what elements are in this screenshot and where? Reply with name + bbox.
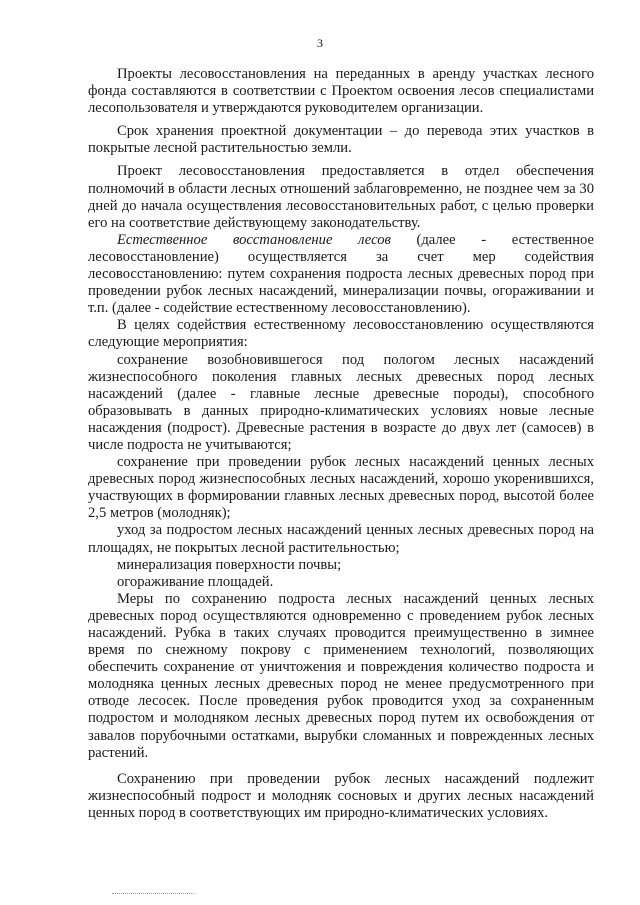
scan-footer-mark <box>112 893 194 895</box>
paragraph-project-submission: Проект лесовосстановления предоставляется в отдел обеспечения полномочий в области лесных отношений заблаговременно, не позднее чем за 30 дней до начала осуществления лесовосстановительных работ, с целью проверки его на соответствие действующему законодательству. <box>88 163 594 231</box>
paragraph-measures-intro: В целях содействия естественному лесовосстановлению осуществляются следующие мероприятия: <box>88 317 594 351</box>
document-body <box>88 66 594 822</box>
italic-term: Естественное восстановление лесов <box>117 231 391 248</box>
paragraph-preservation-scope: Сохранению при проведении рубок лесных насаждений подлежит жизнеспособный подрост и молодняк сосновых и других лесных насаждений ценных пород в соответствующих им природно-климатических условиях. <box>88 770 594 821</box>
paragraph-natural-regeneration <box>88 232 594 317</box>
list-item-young-growth-preservation: сохранение при проведении рубок лесных насаждений ценных лесных древесных пород жизнеспособных лесных насаждений, хорошо укоренившихся, участвующих в формировании главных лесных древесных пород, высотой более 2,5 метров (молодняк); <box>88 454 594 522</box>
paragraph-preservation-measures: Меры по сохранению подроста лесных насаждений ценных лесных древесных пород осуществляются одновременно с проведением рубок лесных насаждений. Рубка в таких случаях проводится преимущественно в зимнее время по снежному покрову с применением технологий, позволяющих обеспечить сохранение от уничтожения и повреждения количество подроста и молодняка ценных лесных древесных пород не менее предусмотренного при отводе лесосек. После проведения рубок проводится уход за сохраненным подростом и молодняком лесных древесных пород путем их освобождения от завалов порубочными остатками, вырубки сломанных и поврежденных лесных растений. <box>88 590 594 761</box>
paragraph-reforestation-projects: Проекты лесовосстановления на переданных в аренду участках лесного фонда составляются в соответствии с Проектом освоения лесов специалистами лесопользователя и утверждаются руководителем организации. <box>88 66 594 117</box>
paragraph-natural-regeneration-text: (далее - естественное лесовосстановление) осуществляется за счет мер содействия лесовосстановлению: путем сохранения подроста лесных древесных пород при проведении рубок лесных насаждений, минерализации почвы, огораживании и т.п. (далее - содействие естественному лесовосстановлению). <box>88 231 594 317</box>
list-item-fencing: огораживание площадей. <box>117 573 274 590</box>
page-number: 3 <box>317 36 323 50</box>
list-item-undergrowth-care: уход за подростом лесных насаждений ценных лесных древесных пород на площадях, не покрытых лесной растительностью; <box>88 522 594 556</box>
list-item-undergrowth-preservation: сохранение возобновившегося под пологом лесных насаждений жизнеспособного поколения главных лесных древесных пород лесных насаждений (далее - главные лесные древесные породы), способного образовывать в данных природно-климатических условиях новые лесные насаждения (подрост). Древесные растения в возрасте до двух лет (самосев) в числе подроста не учитываются; <box>88 351 594 453</box>
list-item-soil-mineralization: минерализация поверхности почвы; <box>117 556 342 573</box>
paragraph-storage-period: Срок хранения проектной документации – до перевода этих участков в покрытые лесной растительностью земли. <box>88 123 594 157</box>
